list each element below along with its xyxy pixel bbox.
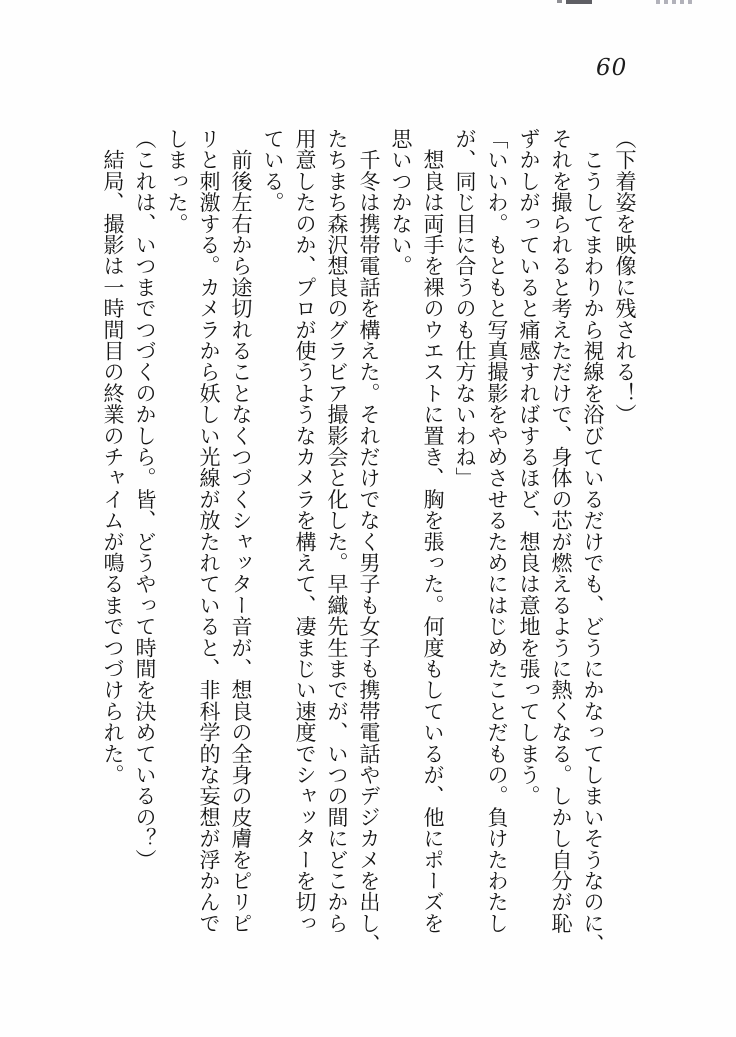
text-line: （これは、いつまでつづくのかしら。皆、どうやって時間を決めているの？） xyxy=(133,128,157,870)
text-line: こうしてまわりから視線を浴びているだけでも、どうにかなってしまいそうなのに、 xyxy=(581,128,605,955)
text-line: それを撮られると考えただけで、身体の芯が燃えるように熱くなる。しかし自分が恥 xyxy=(549,128,573,934)
text-line: 千冬は携帯電話を構えた。それだけでなく男子も女子も携帯電話やデジカメを出し、 xyxy=(357,128,381,955)
scan-artifact-tick xyxy=(557,0,562,3)
vertical-text-block xyxy=(97,128,641,1013)
scan-artifact-dots xyxy=(656,0,694,4)
text-line: （下着姿を映像に残される！） xyxy=(613,128,637,425)
text-line: 「いいわ。もともと写真撮影をやめさせるためにはじめたことだもの。負けたわたし xyxy=(485,128,509,934)
text-line: 想良は両手を裸のウエストに置き、胸を張った。何度もしているが、他にポーズを xyxy=(421,128,445,934)
text-line: ている。 xyxy=(261,128,285,213)
text-line: 前後左右から途切れることなくつづくシャッター音が、想良の全身の皮膚をピリピ xyxy=(229,128,253,934)
scan-artifact-dash xyxy=(566,0,592,4)
text-line: 思いつかない。 xyxy=(389,128,413,277)
text-line: ずかしがっていると痛感すればするほど、想良は意地を張ってしまう。 xyxy=(517,128,541,807)
text-line: 用意したのか、プロが使うようなカメラを構えて、凄まじい速度でシャッターを切っ xyxy=(293,128,317,934)
text-line: リと刺激する。カメラから妖しい光線が放たれていると、非科学的な妄想が浮かんで xyxy=(197,128,221,934)
page-number: 60 xyxy=(596,55,628,81)
text-line: が、同じ目に合うのも仕方ないわね」 xyxy=(453,128,477,489)
text-line: しまった。 xyxy=(165,128,189,234)
text-line: 結局、撮影は一時間目の終業のチャイムが鳴るまでつづけられた。 xyxy=(101,128,125,786)
text-line: たちまち森沢想良のグラビア撮影会と化した。早織先生までが、いつの間にどこから xyxy=(325,128,349,934)
